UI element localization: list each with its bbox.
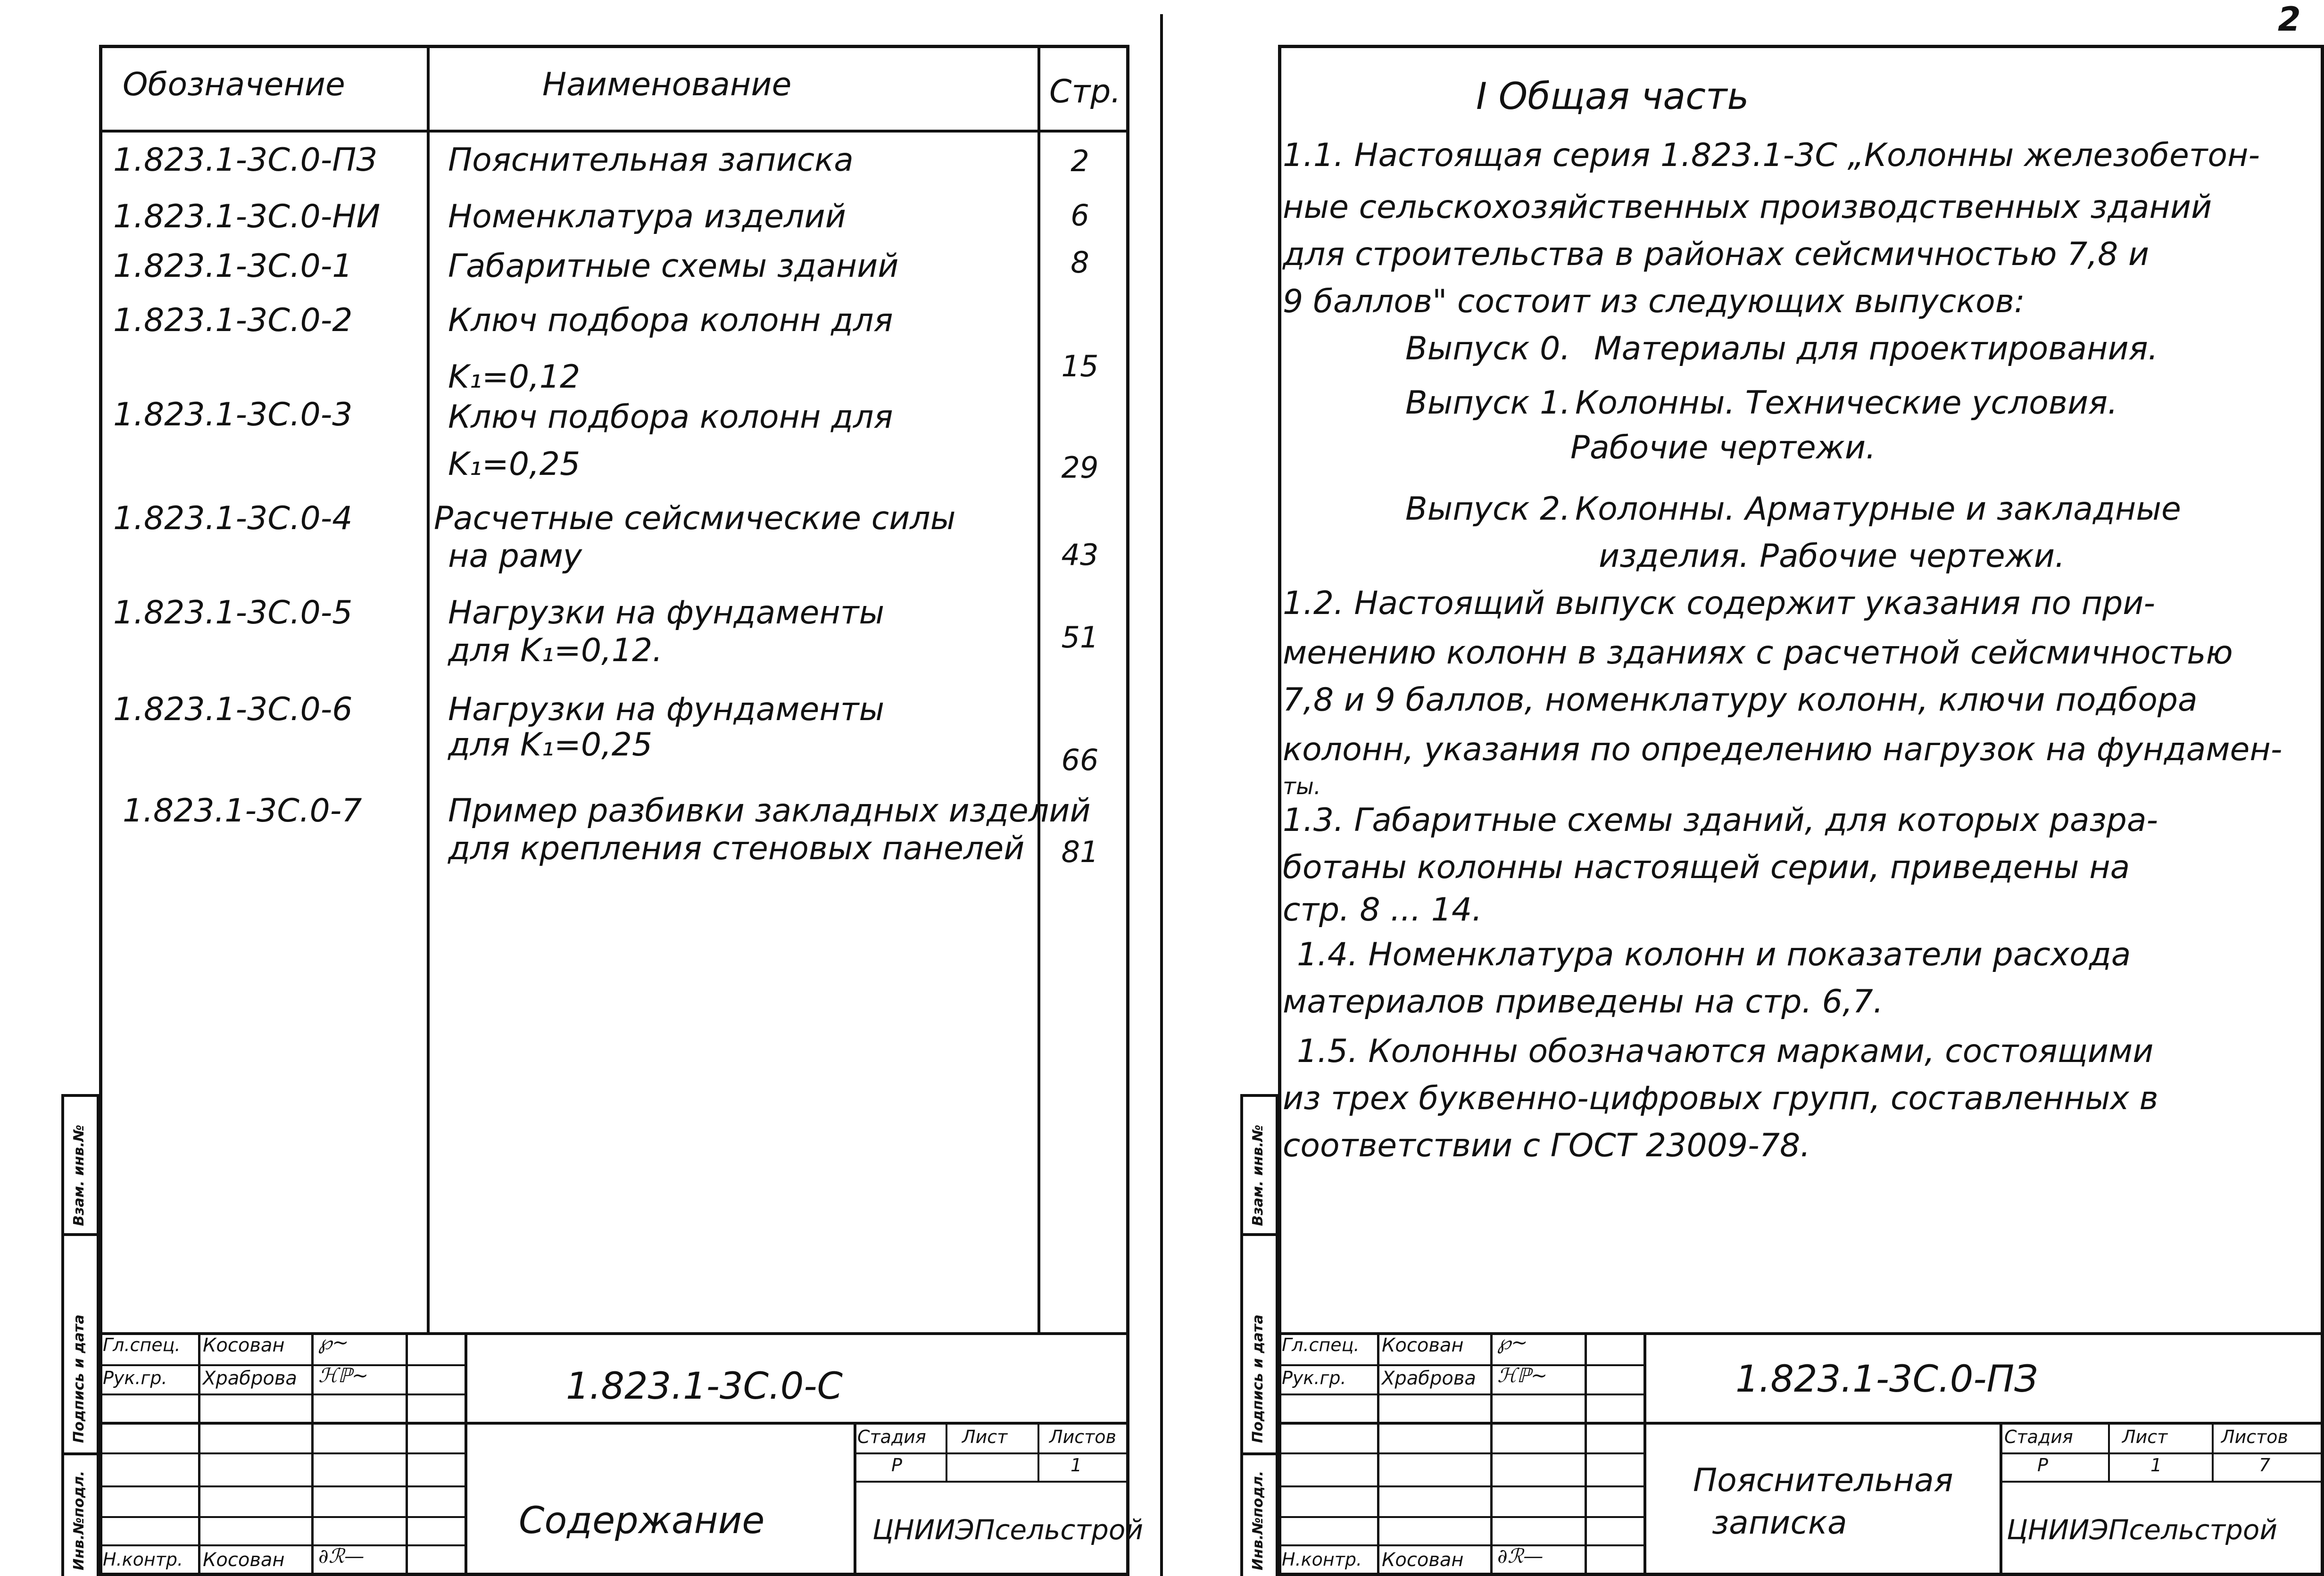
- row-page: 81: [1061, 835, 1099, 869]
- document-code: 1.823.1-3С.0-С: [566, 1365, 843, 1408]
- person-name: Косован: [1382, 1335, 1464, 1356]
- text-line: 1.3. Габаритные схемы зданий, для которых разра-: [1283, 802, 2158, 839]
- role-label: Рук.гр.: [103, 1368, 167, 1388]
- side-strip-sep: [1240, 1452, 1278, 1455]
- document-title: записка: [1712, 1504, 1847, 1542]
- issue-text: Колонны. Технические условия.: [1575, 384, 2118, 422]
- side-label: Подпись и дата: [1250, 1314, 1266, 1443]
- document-title: Пояснительная: [1693, 1462, 1953, 1499]
- text-line: материалов приведены на стр. 6,7.: [1283, 983, 1884, 1020]
- text-line: 1.4. Номенклатура колонн и показатели расхода: [1297, 936, 2131, 973]
- row-code: 1.823.1-3С.0-3: [113, 396, 353, 433]
- side-strip-sep: [61, 1452, 99, 1455]
- sheets-value: 7: [2259, 1455, 2271, 1476]
- sheet-value: 1: [1071, 1455, 1082, 1476]
- row-name: Габаритные схемы зданий: [448, 248, 899, 285]
- issue-label: Выпуск 0.: [1405, 330, 1570, 367]
- row-code: 1.823.1-3С.0-6: [113, 691, 353, 728]
- signature-icon: ℋℙ~: [1497, 1364, 1548, 1387]
- row-name: Ключ подбора колонн для: [448, 302, 893, 339]
- person-name: Косован: [203, 1549, 285, 1571]
- stage-value: Р: [891, 1455, 902, 1476]
- side-strip-left: [1240, 1094, 1243, 1576]
- row-name: Нагрузки на фундаменты: [448, 691, 885, 728]
- text-line: для строительства в районах сейсмичностью 7,8 и: [1283, 236, 2150, 273]
- text-line: 1.1. Настоящая серия 1.823.1-3С „Колонны железобетон-: [1283, 137, 2260, 174]
- text-line: стр. 8 ... 14.: [1283, 891, 1482, 929]
- header-name: Наименование: [542, 66, 792, 103]
- issue-label: Выпуск 2.: [1405, 490, 1570, 528]
- document-title: Содержание: [519, 1500, 765, 1542]
- header-designation: Обозначение: [123, 66, 345, 103]
- row-page: 29: [1061, 450, 1099, 485]
- sheets-header: Листов: [2221, 1427, 2288, 1447]
- role-label: Гл.спец.: [103, 1335, 181, 1355]
- center-divider: [1160, 14, 1163, 1576]
- side-strip-right: [1276, 1094, 1278, 1576]
- text-line: 9 баллов" состоит из следующих выпусков:: [1283, 283, 2025, 320]
- sheet-value: 1: [2150, 1455, 2162, 1476]
- row-page: 8: [1071, 245, 1089, 280]
- signature-icon: ℋℙ~: [318, 1364, 369, 1387]
- issue-label: Выпуск 1.: [1405, 384, 1570, 422]
- row-name: Номенклатура изделий: [448, 198, 846, 235]
- row-name: для K₁=0,12.: [448, 632, 663, 669]
- text-line: колонн, указания по определению нагрузок на фундамен-: [1283, 731, 2282, 768]
- row-name: Расчетные сейсмические силы: [434, 500, 956, 537]
- role-label: Рук.гр.: [1282, 1368, 1346, 1388]
- side-strip-right: [97, 1094, 100, 1576]
- row-code: 1.823.1-3С.0-5: [113, 594, 353, 631]
- text-line: ные сельскохозяйственных производственных зданий: [1283, 189, 2212, 226]
- row-page: 15: [1061, 349, 1099, 383]
- sheet-header: Лист: [2122, 1427, 2168, 1447]
- issue-text: Рабочие чертежи.: [1570, 429, 1876, 466]
- side-strip-left: [61, 1094, 64, 1576]
- issue-text: изделия. Рабочие чертежи.: [1599, 538, 2065, 575]
- side-label: Взам. инв.№: [1250, 1124, 1266, 1226]
- row-name: Пример разбивки закладных изделий: [448, 792, 1091, 829]
- side-strip-sep: [1240, 1233, 1278, 1236]
- signature-icon: ℘~: [318, 1331, 349, 1354]
- role-label: Гл.спец.: [1282, 1335, 1360, 1355]
- col-divider-2: [1038, 45, 1040, 1332]
- row-page: 43: [1061, 538, 1099, 572]
- page-number: 2: [2278, 0, 2301, 39]
- row-name: K₁=0,12: [448, 358, 581, 396]
- row-page: 6: [1071, 198, 1089, 232]
- section-title: I Общая часть: [1476, 75, 1749, 118]
- person-name: Храброва: [1382, 1368, 1476, 1389]
- role-label: Н.контр.: [1282, 1549, 1362, 1570]
- signature-icon: ∂ℛ—: [1497, 1544, 1544, 1568]
- issue-text: Колонны. Арматурные и закладные: [1575, 490, 2181, 528]
- row-name: Пояснительная записка: [448, 141, 854, 179]
- person-name: Косован: [203, 1335, 285, 1356]
- row-page: 2: [1071, 144, 1089, 178]
- signature-icon: ℘~: [1497, 1331, 1528, 1354]
- organization: ЦНИИЭПсельстрой: [2007, 1514, 2278, 1546]
- side-strip-sep: [61, 1233, 99, 1236]
- row-name: на раму: [448, 538, 582, 575]
- sheets-header: Листов: [1049, 1427, 1116, 1447]
- row-code: 1.823.1-3С.0-7: [123, 792, 362, 829]
- text-line: 1.2. Настоящий выпуск содержит указания по при-: [1283, 585, 2155, 622]
- header-rule: [99, 130, 1129, 133]
- text-line: из трех буквенно-цифровых групп, составленных в: [1283, 1080, 2158, 1117]
- row-code: 1.823.1-3С.0-4: [113, 500, 353, 537]
- row-code: 1.823.1-3С.0-ПЗ: [113, 141, 377, 179]
- text-line: менению колонн в зданиях с расчетной сейсмичностью: [1283, 634, 2233, 672]
- sheet-header: Лист: [962, 1427, 1008, 1447]
- stage-header: Стадия: [2004, 1427, 2073, 1447]
- signature-icon: ∂ℛ—: [318, 1544, 365, 1568]
- side-label: Взам. инв.№: [71, 1124, 87, 1226]
- person-name: Косован: [1382, 1549, 1464, 1571]
- row-name: Ключ подбора колонн для: [448, 398, 893, 436]
- person-name: Храброва: [203, 1368, 297, 1389]
- row-name: Нагрузки на фундаменты: [448, 594, 885, 631]
- role-label: Н.контр.: [103, 1549, 183, 1570]
- side-label: Подпись и дата: [71, 1314, 87, 1443]
- row-name: для крепления стеновых панелей: [448, 830, 1025, 867]
- row-name: для K₁=0,25: [448, 726, 653, 763]
- side-strip-sep: [1240, 1094, 1278, 1097]
- col-divider-1: [427, 45, 430, 1332]
- row-code: 1.823.1-3С.0-1: [113, 248, 353, 285]
- side-label: Инв.№подл.: [71, 1470, 87, 1570]
- issue-text: Материалы для проектирования.: [1594, 330, 2158, 367]
- side-label: Инв.№подл.: [1250, 1470, 1266, 1570]
- organization: ЦНИИЭПсельстрой: [872, 1514, 1144, 1546]
- row-page: 51: [1061, 620, 1099, 655]
- row-code: 1.823.1-3С.0-2: [113, 302, 353, 339]
- stage-header: Стадия: [857, 1427, 926, 1447]
- stage-value: Р: [2037, 1455, 2048, 1476]
- header-page: Стр.: [1049, 73, 1121, 110]
- row-page: 66: [1061, 743, 1099, 777]
- text-line: ты.: [1283, 773, 1321, 800]
- document-code: 1.823.1-3С.0-ПЗ: [1735, 1358, 2038, 1401]
- row-name: K₁=0,25: [448, 446, 581, 483]
- text-line: ботаны колонны настоящей серии, приведены на: [1283, 849, 2130, 886]
- text-line: 7,8 и 9 баллов, номенклатуру колонн, ключи подбора: [1283, 681, 2198, 719]
- text-line: 1.5. Колонны обозначаются марками, состоящими: [1297, 1033, 2154, 1070]
- text-line: соответствии с ГОСТ 23009-78.: [1283, 1127, 1810, 1164]
- row-code: 1.823.1-3С.0-НИ: [113, 198, 381, 235]
- side-strip-sep: [61, 1094, 99, 1097]
